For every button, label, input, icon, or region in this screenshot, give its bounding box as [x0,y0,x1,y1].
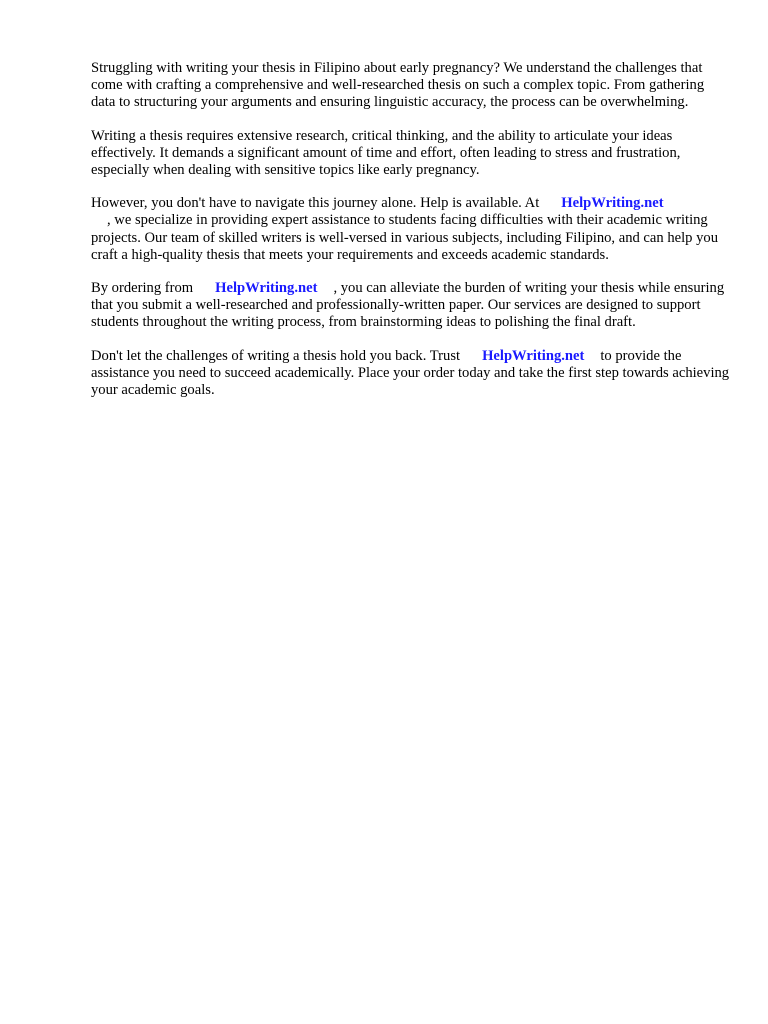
paragraph-intro: Struggling with writing your thesis in Filipino about early pregnancy? We understand the challenges that come with crafting a comprehensive and well-researched thesis on such a complex topic. From gathering data to structuring your arguments and ensuring linguistic accuracy, the process can be overwhelming. [91,60,705,111]
paragraph-help-available [91,195,731,264]
paragraph-text: Don't let the challenges of writing a thesis hold you back. Trust [91,347,461,364]
helpwriting-link[interactable]: HelpWriting.net [561,195,664,212]
paragraph-text: However, you don't have to navigate this journey alone. Help is available. At [91,195,540,212]
paragraph-text: , we specialize in providing expert assistance to students facing difficulties with their academic writing projects. Our team of skilled writers is well-versed in various subjects, including Filipino, and can help you craft a high-quality thesis that meets your requirements and exceeds academic standards. [91,212,718,263]
paragraph-text: , you can alleviate the burden of writing your thesis while ensuring that you submit a well-researched and professionally-written paper. Our services are designed to support students throughout the writing process, from brainstorming ideas to polishing the final draft. [91,280,725,331]
paragraph-call-to-action [91,348,731,400]
helpwriting-link[interactable]: HelpWriting.net [482,347,585,364]
document-page [91,60,731,415]
paragraph-text: to provide the assistance you need to succeed academically. Place your order today and take the first step towards achieving your academic goals. [91,347,730,399]
paragraph-ordering [91,280,731,332]
paragraph-text: By ordering from [91,280,194,297]
paragraph-requirements: Writing a thesis requires extensive research, critical thinking, and the ability to articulate your ideas effectively. It demands a significant amount of time and effort, often leading to stress and frustration, especially when dealing with sensitive topics like early pregnancy. [91,127,681,179]
helpwriting-link[interactable]: HelpWriting.net [215,280,318,297]
